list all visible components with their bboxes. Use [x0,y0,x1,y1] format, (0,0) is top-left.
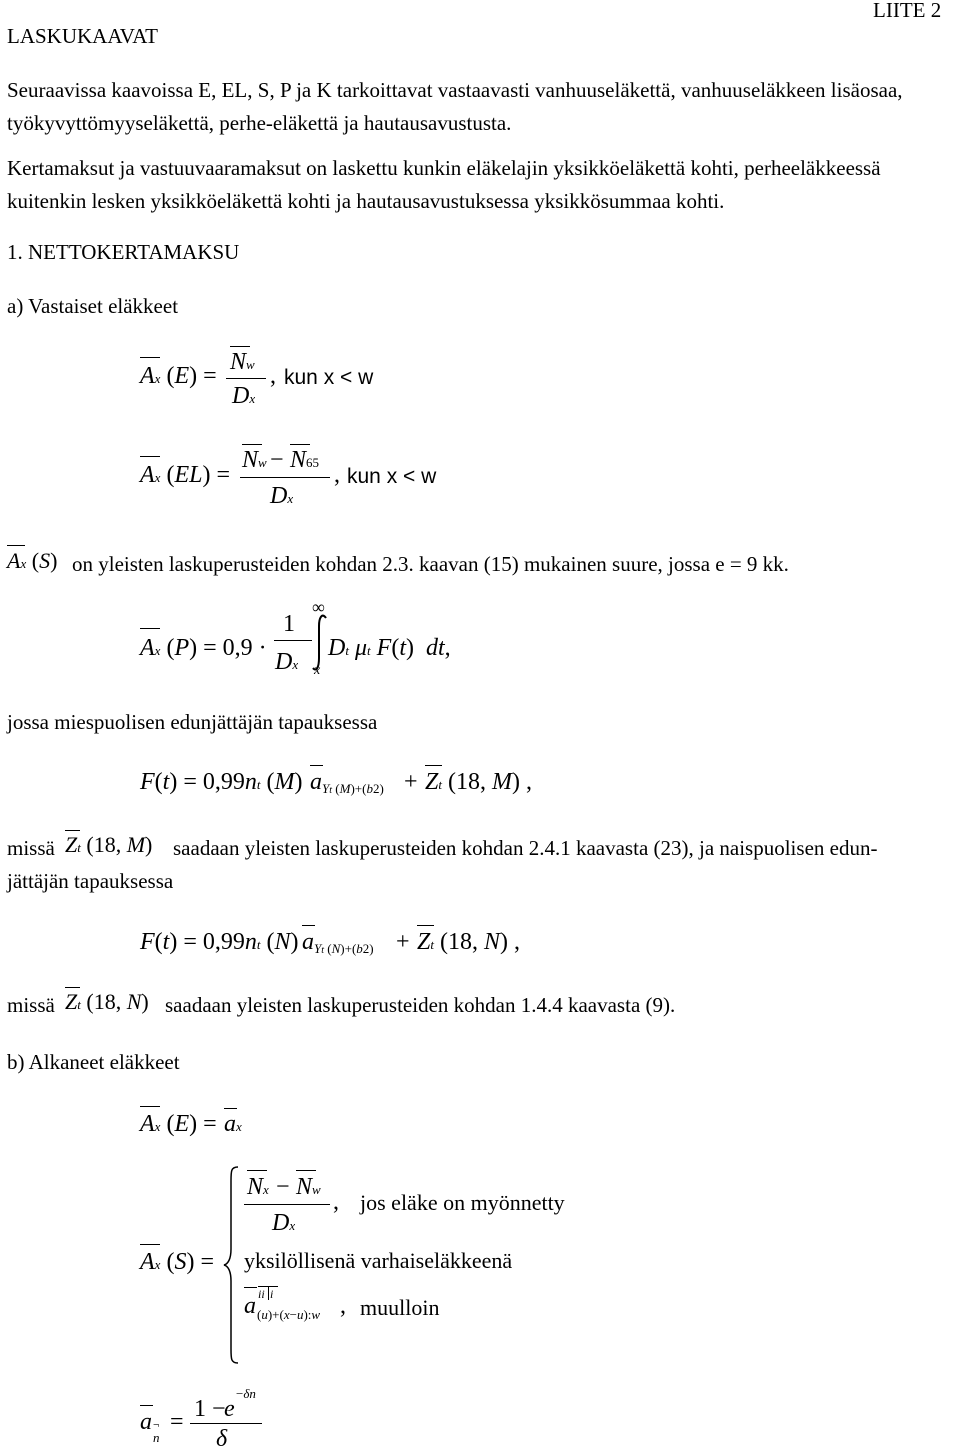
subsection-heading-vastaiset: a) Vastaiset eläkkeet [7,294,179,318]
document-title: LASKUKAAVAT [7,24,158,48]
case-myonnetty: jos eläke on myönnetty [360,1190,565,1215]
cond-lt-2: < [403,465,416,488]
intro-paragraph-2: Kertamaksut ja vastuuvaaramaksut on laskettu kunkin eläkelajin yksikköeläkettä kohti, perheeläkkeessä kuitenkin lesken yksikköeläkettä kohti ja hautausavustuksessa yksikkösummaa kohti. [7,156,881,213]
cond-x-2: x [386,465,398,488]
section-heading-nettokertamaksu: 1. NETTOKERTAMAKSU [7,240,240,264]
appendix-label: LIITE 2 [873,0,942,22]
case-varhaiselake: yksilöllisenä varhaiseläkkeenä [244,1248,513,1273]
intro-paragraph-1: Seuraavissa kaavoissa E, EL, S, P ja K tarkoittavat vastaavasti vanhuuseläkettä, vanhuuseläkkeen lisäosaa, työkyvyttömyyseläkettä, perhe-eläkettä ja hautausavustusta. [7,78,903,135]
cond-x: x [323,366,335,389]
left-brace [222,1165,242,1365]
subsection-heading-alkaneet: b) Alkaneet eläkkeet [7,1050,180,1074]
cond-kun-2: kun [347,465,381,488]
text-jossa-miespuolisen: jossa miespuolisen edunjättäjän tapauksessa [7,710,378,734]
case-muulloin: muulloin [360,1295,440,1320]
cond-lt: < [340,366,353,389]
cond-kun: kun [284,366,318,389]
cond-w-2: w [421,465,437,488]
cond-w: w [358,366,374,389]
